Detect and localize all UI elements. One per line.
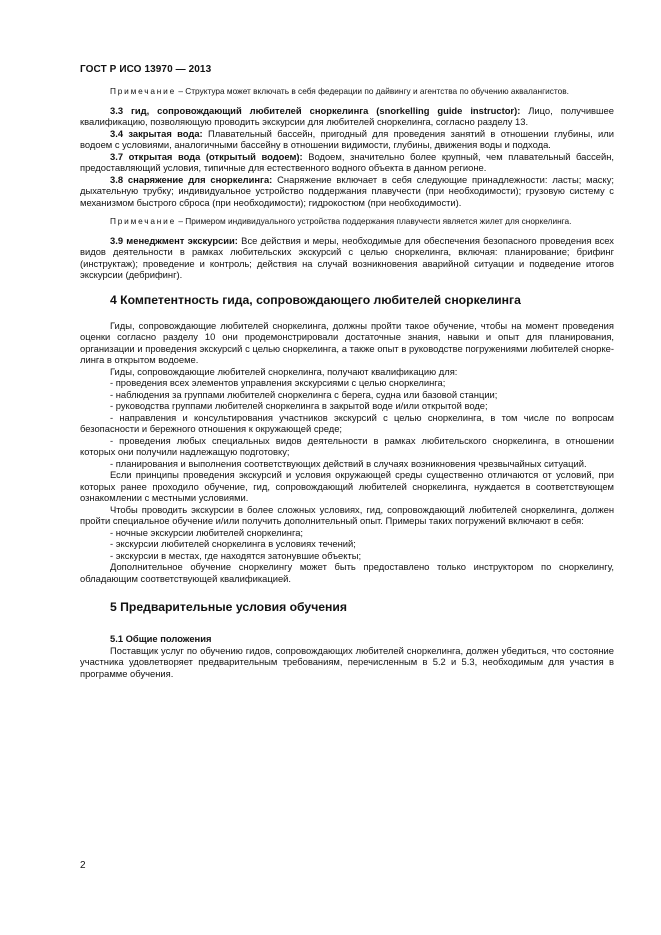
list-item: - ночные экскурсии любителей сноркелинга; <box>110 526 304 538</box>
definition-3-4 <box>80 128 614 151</box>
list-item: - наблюдения за группами любителей сноркелинга с берега, судна или базовой станции; <box>110 388 498 400</box>
definition-term: 3.7 открытая вода (открытый водоем): <box>110 150 303 162</box>
definition-text: Водоем, значительно более крупный, чем плавательный бассейн, предоставляющий условия, типичные для естественного водного объекта в данном регионе. <box>80 150 614 173</box>
definition-3-3 <box>80 105 614 128</box>
definition-text: Лицо, получившее квалификацию, позволяющую проводить экскурсии для любителей сноркелинга, согласно разделу 13. <box>80 104 614 127</box>
definition-term: 3.3 гид, сопровождающий любителей сноркелинга (snorkelling guide instructor): <box>110 104 521 116</box>
note-buoyancy <box>80 216 614 227</box>
subsection-5-1-title: 5.1 Общие положения <box>110 633 212 644</box>
note-text: – Примером индивидуального устройства поддержания плавучести является жилет для сноркелинга. <box>176 216 572 226</box>
s4-paragraph-1: Гиды, сопровождающие любителей сноркелинга, должны пройти такое обучение, чтобы на момент проведения оценки согласно разделу 10 они продемонстрировали достаточные знания, навыки и опыт для планирования, организации и проведения экскурсий с целью сноркелинга, а также опыт в руководстве погружениями любителей сноркелинга в открытом водоеме. <box>80 319 614 365</box>
list-item: - экскурсии в местах, где находятся затонувшие объекты; <box>110 549 362 561</box>
definition-3-8 <box>80 174 614 209</box>
list-item: - экскурсии любителей сноркелинга в условиях течений; <box>110 538 356 549</box>
definition-3-9 <box>80 235 614 281</box>
definition-3-7 <box>80 151 614 174</box>
document-body <box>80 86 614 679</box>
document-header: ГОСТ Р ИСО 13970 — 2013 <box>80 64 212 75</box>
section-4-title: 4 Компетентность гида, сопровождающего любителей сноркелинга <box>110 292 521 307</box>
s4-paragraph-5: Дополнительное обучение сноркелингу может быть предоставлено только инструктором по сноркелингу, обладающим соответствующей квалификацией. <box>80 561 614 584</box>
list-item: - направления и консультирования участников экскурсий с целью сноркелинга, в том числе по вопросам безопасности и бережного отношения к окружающей среде; <box>80 411 614 434</box>
note-label: Примечание <box>110 86 177 96</box>
definition-term: 3.8 снаряжение для сноркелинга: <box>110 173 273 185</box>
section-5-title: 5 Предварительные условия обучения <box>110 600 348 614</box>
list-item: - проведения всех элементов управления экскурсиями с целью сноркелинга; <box>110 377 446 388</box>
s4-paragraph-4: Чтобы проводить экскурсии в более сложных условиях, гид, сопровождающий любителей сноркелинга, должен пройти специальное обучение и/или получить дополнительный опыт. Примеры таких погружений включают в себя: <box>80 503 614 526</box>
note-label: Примечание <box>110 216 177 226</box>
definition-term: 3.4 закрытая вода: <box>110 127 203 139</box>
s4-paragraph-3: Если принципы проведения экскурсий и условия окружающей среды существенно отличаются от условий, при которых ранее проходило обучение, гид, сопровождающий любителей сноркелинга, нуждается в соответствующем ознакомлении с местными условиями. <box>80 469 614 503</box>
page-number: 2 <box>80 860 86 871</box>
definition-text: Снаряжение включает в себя следующие принадлежности: ласты; маску; дыхательную трубку; индивидуальное устройство поддержания плавучести (при необходимости); грузовую систему с механизмом быстрого сброса (при необходимости); гидрокостюм (при необходимости). <box>80 173 614 208</box>
definition-text: Все действия и меры, необходимые для обеспечения безопасного проведения всех видов деятельности в рамках любительских экскурсий с целью сноркелинга, включая: планирование; брифинг (инструктаж); проведение и контроль; действия на случай возникновения аварийной ситуации и подведение итогов экскурсии (дебрифинг). <box>80 234 614 280</box>
list-item: - руководства группами любителей сноркелинга в закрытой воде и/или открытой воде; <box>110 400 488 411</box>
definition-text: Плавательный бассейн, пригодный для проведения занятий в отношении глубины, или водоем с условиями, аналогичными бассейну в отношении видимости, глубины, движения воды и подхода. <box>80 127 614 150</box>
s4-paragraph-2: Гиды, сопровождающие любителей сноркелинга, получают квалификацию для: <box>110 365 458 377</box>
list-item: - проведения любых специальных видов деятельности в рамках любительского сноркелинга, в отношении которых они получили надлежащую подготовку; <box>80 434 614 457</box>
s51-paragraph-1: Поставщик услуг по обучению гидов, сопровождающих любителей сноркелинга, должен убедиться, что состояние участника удовлетворяет предварительным требованиям, перечисленным в 5.2 и 5.3, необходимым для участия в программе обучения. <box>80 644 614 679</box>
definition-term: 3.9 менеджмент экскурсии: <box>110 234 238 246</box>
note-federations <box>80 86 614 97</box>
list-item: - планирования и выполнения соответствующих действий в случаях возникновения чрезвычайных ситуаций. <box>110 457 587 469</box>
note-text: – Структура может включать в себя федерации по дайвингу и агентства по обучению аквалангистов. <box>176 86 569 96</box>
